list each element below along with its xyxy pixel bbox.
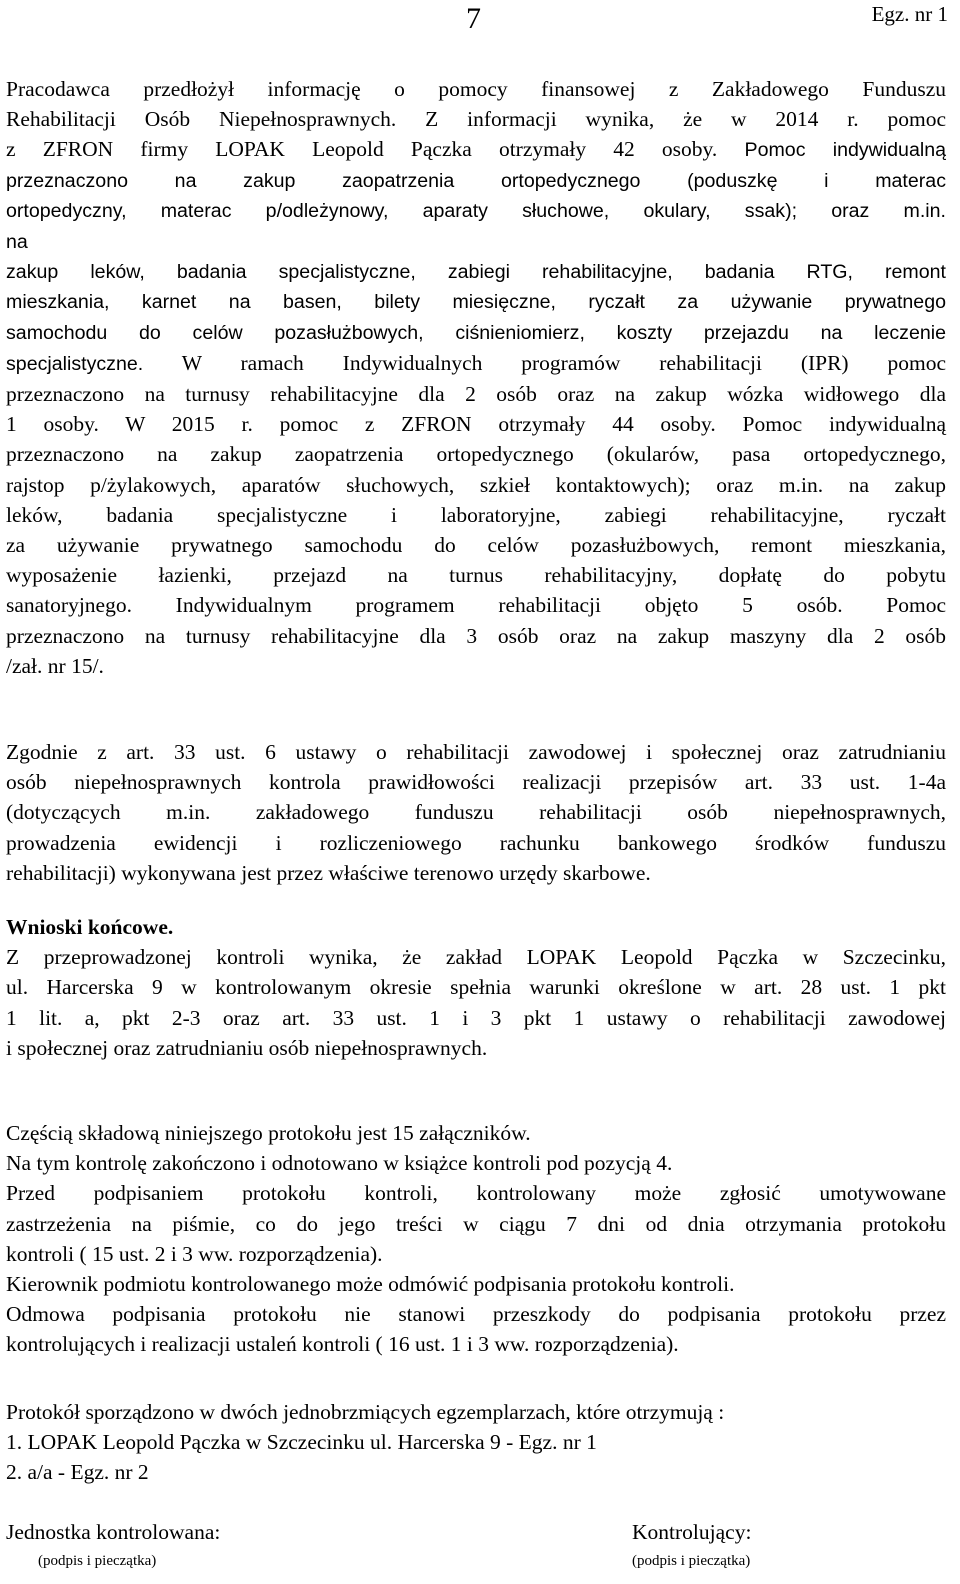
text-line: /zał. nr 15/. — [6, 653, 104, 678]
text-line: przeznaczono na zakup zaopatrzenia ortopedycznego (okularów, pasa ortopedycznego, — [6, 442, 946, 467]
text-line: ul. Harcerska 9 w kontrolowanym okresie spełnia warunki określone w art. 28 ust. 1 pkt — [6, 975, 946, 1000]
copies-intro: Protokół sporządzono w dwóch jednobrzmiących egzemplarzach, które otrzymują : — [6, 1400, 725, 1424]
text-line: kontroli ( 15 ust. 2 i 3 ww. rozporządzenia). — [6, 1241, 383, 1266]
text-line: z ZFRON firmy LOPAK Leopold Pączka otrzymały 42 osoby. Pomoc indywidualną — [6, 137, 946, 162]
text-line: Rehabilitacji Osób Niepełnosprawnych. Z informacji wynika, że w 2014 r. pomoc — [6, 107, 946, 132]
copies-section — [6, 1397, 946, 1488]
list-item: 2. a/a - Egz. nr 2 — [6, 1460, 149, 1485]
signature-right-sub: (podpis i pieczątka) — [632, 1553, 751, 1569]
copy-label: Egz. nr 1 — [871, 2, 948, 26]
text-line: specjalistyczne. W ramach Indywidualnych programów rehabilitacji (IPR) pomoc — [6, 350, 946, 375]
page-number: 7 — [466, 2, 481, 35]
text-line: Kierownik podmiotu kontrolowanego może odmówić podpisania protokołu kontroli. — [6, 1272, 735, 1297]
text-line: Częścią składową niniejszego protokołu jest 15 załączników. — [6, 1121, 531, 1145]
text-line: za używanie prywatnego samochodu do celów pozasłużbowych, remont mieszkania, — [6, 533, 946, 558]
closing-section — [6, 1118, 946, 1360]
text-line: prowadzenia ewidencji i rozliczeniowego rachunku bankowego środków funduszu — [6, 830, 946, 855]
text-line: Zgodnie z art. 33 ust. 6 ustawy o rehabilitacji zawodowej i społecznej oraz zatrudnianiu — [6, 740, 946, 764]
text-line: i społecznej oraz zatrudnianiu osób niepełnosprawnych. — [6, 1035, 488, 1060]
text-line: Przed podpisaniem protokołu kontroli, kontrolowany może zgłosić umotywowane — [6, 1181, 946, 1206]
text-line: ortopedyczny, materac p/odleżynowy, aparaty słuchowe, okulary, ssak); oraz m.in. — [6, 199, 946, 222]
list-item: 1. LOPAK Leopold Pączka w Szczecinku ul. Harcerska 9 - Egz. nr 1 — [6, 1430, 597, 1455]
text-line: Z przeprowadzonej kontroli wynika, że zakład LOPAK Leopold Pączka w Szczecinku, — [6, 945, 946, 970]
conclusions-section — [6, 912, 946, 1063]
text-line: przeznaczono na turnusy rehabilitacyjne dla 3 osób oraz na zakup maszyny dla 2 osób — [6, 623, 946, 648]
text-line: sanatoryjnego. Indywidualnym programem rehabilitacji objęto 5 osób. Pomoc — [6, 593, 946, 618]
signature-right-label: Kontrolujący: — [632, 1520, 752, 1544]
art33-paragraph — [6, 737, 946, 888]
text-line: przeznaczono na turnusy rehabilitacyjne dla 2 osób oraz na zakup wózka widłowego dla — [6, 382, 946, 407]
text-line: kontrolujących i realizacji ustaleń kontroli ( 16 ust. 1 i 3 ww. rozporządzenia). — [6, 1332, 679, 1357]
text-line: na — [6, 231, 28, 254]
signature-left-sub: (podpis i pieczątka) — [38, 1553, 157, 1569]
text-line: rehabilitacji) wykonywana jest przez właściwe terenowo urzędy skarbowe. — [6, 860, 651, 885]
text-line: (dotyczących m.in. zakładowego funduszu rehabilitacji osób niepełnosprawnych, — [6, 800, 946, 825]
text-line: leków, badania specjalistyczne i laboratoryjne, zabiegi rehabilitacyjne, ryczałt — [6, 502, 946, 527]
text-line: samochodu do celów pozasłużbowych, ciśnieniomierz, koszty przejazdu na leczenie — [6, 321, 946, 344]
text-line: przeznaczono na zakup zaopatrzenia ortopedycznego (poduszkę i materac — [6, 169, 946, 192]
text-line: Na tym kontrolę zakończono i odnotowano w książce kontroli pod pozycją 4. — [6, 1151, 673, 1176]
signature-left-label: Jednostka kontrolowana: — [6, 1520, 221, 1544]
text-line: 1 lit. a, pkt 2-3 oraz art. 33 ust. 1 i 3 pkt 1 ustawy o rehabilitacji zawodowej — [6, 1005, 946, 1030]
text-line: wyposażenie łazienki, przejazd na turnus rehabilitacyjny, dopłatę do pobytu — [6, 563, 946, 588]
text-line: mieszkania, karnet na basen, bilety miesięczne, ryczałt za używanie prywatnego — [6, 291, 946, 314]
text-line: zakup leków, badania specjalistyczne, zabiegi rehabilitacyjne, badania RTG, remont — [6, 261, 946, 284]
text-line: rajstop p/żylakowych, aparatów słuchowych, szkieł kontaktowych); oraz m.in. na zakup — [6, 472, 946, 497]
text-line: Odmowa podpisania protokołu nie stanowi przeszkody do podpisania protokołu przez — [6, 1302, 946, 1327]
text-line: osób niepełnosprawnych kontrola prawidłowości realizacji przepisów art. 33 ust. 1-4a — [6, 770, 946, 795]
text-line: Pracodawca przedłożył informację o pomocy finansowej z Zakładowego Funduszu — [6, 77, 946, 101]
conclusions-heading: Wnioski końcowe. — [6, 915, 174, 939]
text-line: zastrzeżenia na piśmie, co do jego treści w ciągu 7 dni od dnia otrzymania protokołu — [6, 1211, 946, 1236]
zfron-paragraph — [6, 74, 946, 681]
text-line: 1 osoby. W 2015 r. pomoc z ZFRON otrzymały 44 osoby. Pomoc indywidualną — [6, 412, 946, 437]
